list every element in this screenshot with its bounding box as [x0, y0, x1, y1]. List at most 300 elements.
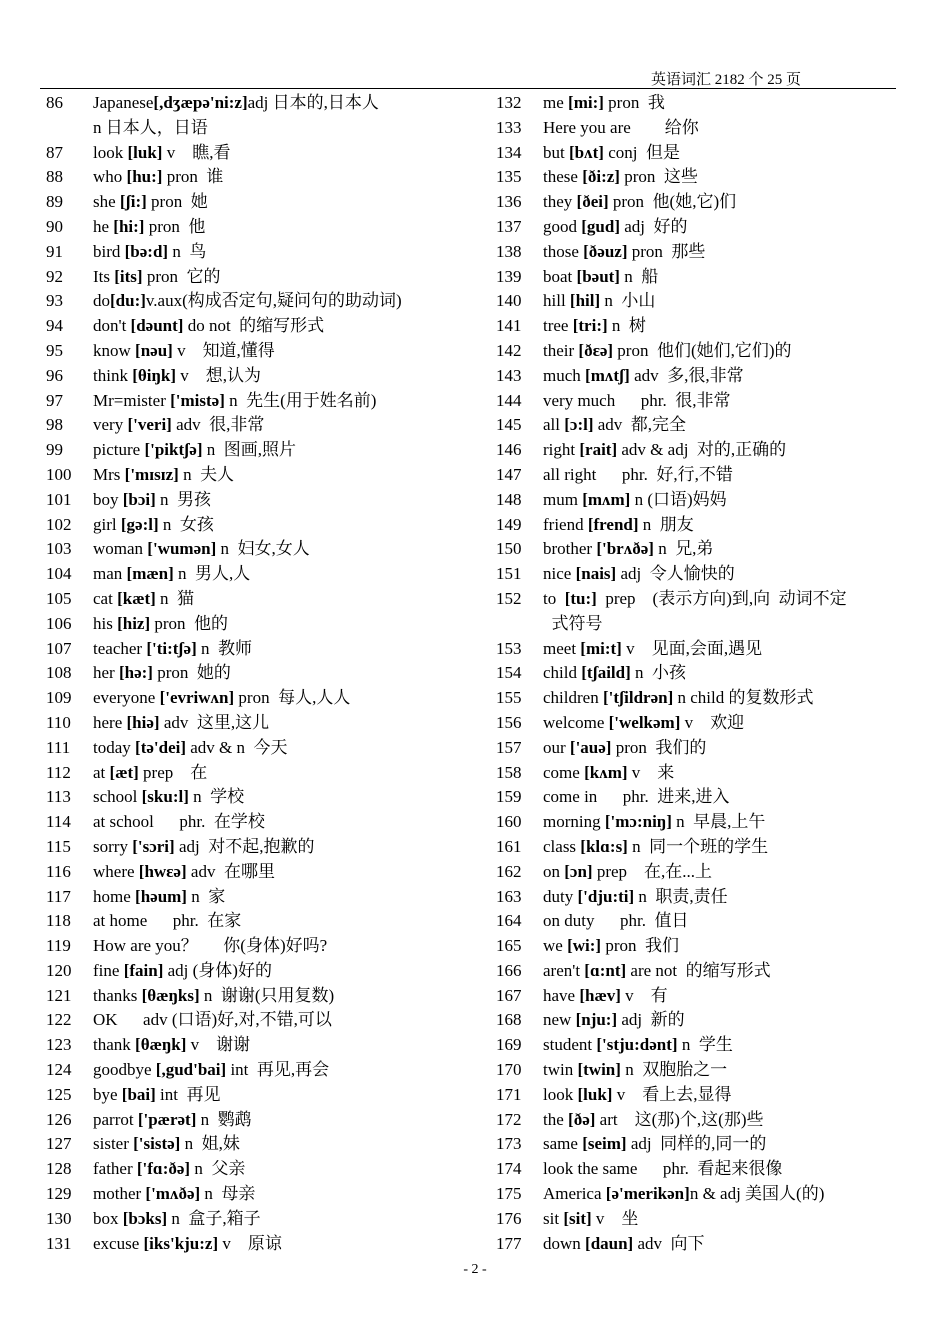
- vocab-entry: [490, 116, 896, 141]
- entry-line: morning ['mɔ:niŋ] n 早晨,上午: [543, 812, 766, 832]
- entry-line: man [mæn] n 男人,人: [93, 564, 251, 584]
- vocab-entry: [490, 389, 896, 414]
- vocab-entry: [40, 438, 450, 463]
- entry-text: [93, 339, 450, 364]
- entry-number: 161: [496, 836, 522, 856]
- entry-text: [93, 1207, 450, 1232]
- vocab-entry: [40, 785, 450, 810]
- entry-text: [543, 934, 896, 959]
- vocab-entry: [40, 488, 450, 513]
- entry-line: these [ði:z] pron 这些: [543, 167, 698, 187]
- entry-number: 136: [496, 192, 522, 212]
- entry-number: 150: [496, 539, 522, 559]
- entry-number: 131: [46, 1233, 72, 1253]
- entry-text: [543, 190, 896, 215]
- entry-text: [93, 934, 450, 959]
- vocab-entry: [40, 413, 450, 438]
- entry-text: [93, 860, 450, 885]
- vocab-entry: [40, 364, 450, 389]
- entry-number: 138: [496, 241, 522, 261]
- entry-number: 146: [496, 440, 522, 460]
- entry-text: [93, 91, 450, 141]
- entry-number: 160: [496, 812, 522, 832]
- entry-line: where [hwɛə] adv 在哪里: [93, 861, 275, 881]
- entry-line: but [bʌt] conj 但是: [543, 142, 680, 162]
- entry-number: 167: [496, 985, 522, 1005]
- entry-line: aren't [ɑ:nt] are not 的缩写形式: [543, 960, 771, 980]
- entry-text: [93, 909, 450, 934]
- entry-line: fine [fain] adj (身体)好的: [93, 960, 272, 980]
- vocab-entry: [40, 761, 450, 786]
- entry-number: 103: [46, 539, 72, 559]
- entry-line: hill [hil] n 小山: [543, 291, 656, 311]
- entry-line: look the same phr. 看起来很像: [543, 1159, 783, 1179]
- vocab-entry: [490, 661, 896, 686]
- entry-line: teacher ['ti:tʃə] n 教师: [93, 638, 253, 658]
- entry-number: 118: [46, 911, 71, 931]
- vocab-entry: [40, 934, 450, 959]
- vocab-entry: [490, 91, 896, 116]
- vocab-entry: [40, 1008, 450, 1033]
- entry-text: [543, 488, 896, 513]
- vocab-entry: [490, 1157, 896, 1182]
- entry-line: sit [sit] v 坐: [543, 1208, 639, 1228]
- entry-line: How are you？ 你(身体)好吗?: [93, 936, 328, 956]
- entry-line: mother ['mʌðə] n 母亲: [93, 1184, 256, 1204]
- entry-line: nice [nais] adj 令人愉快的: [543, 564, 735, 584]
- vocab-entry: [490, 959, 896, 984]
- entry-text: [93, 612, 450, 637]
- vocab-entry: [490, 1108, 896, 1133]
- entry-number: 170: [496, 1060, 522, 1080]
- entry-number: 102: [46, 514, 72, 534]
- entry-number: 89: [46, 192, 63, 212]
- entry-number: 117: [46, 886, 71, 906]
- entry-number: 96: [46, 365, 63, 385]
- vocab-entry: [40, 587, 450, 612]
- entry-line: girl [gə:l] n 女孩: [93, 514, 214, 534]
- entry-text: [93, 190, 450, 215]
- entry-line: good [gud] adj 好的: [543, 216, 688, 236]
- entry-number: 153: [496, 638, 522, 658]
- entry-line: come [kʌm] v 来: [543, 762, 675, 782]
- entry-text: [93, 314, 450, 339]
- vocab-entry: [40, 686, 450, 711]
- page-header: [40, 68, 896, 89]
- vocab-entry: [490, 488, 896, 513]
- entry-text: [93, 1182, 450, 1207]
- vocab-entry: [40, 1207, 450, 1232]
- entry-text: [543, 438, 896, 463]
- vocab-entry: [40, 289, 450, 314]
- entry-text: [93, 165, 450, 190]
- entry-text: [93, 389, 450, 414]
- entry-number: 95: [46, 340, 63, 360]
- entry-number: 87: [46, 142, 63, 162]
- entry-line: parrot ['pærət] n 鹦鹉: [93, 1109, 252, 1129]
- entry-line: she [ʃi:] pron 她: [93, 192, 208, 212]
- vocab-entry: [490, 934, 896, 959]
- vocab-entry: [490, 438, 896, 463]
- entry-line: box [bɔks] n 盒子,箱子: [93, 1208, 261, 1228]
- entry-text: [543, 1232, 896, 1257]
- vocab-entry: [40, 1157, 450, 1182]
- entry-text: [93, 438, 450, 463]
- entry-number: 139: [496, 266, 522, 286]
- entry-line: very ['veri] adv 很,非常: [93, 415, 265, 435]
- entry-number: 154: [496, 663, 522, 683]
- entry-text: [543, 289, 896, 314]
- entry-line: father ['fɑ:ðə] n 父亲: [93, 1159, 246, 1179]
- entry-number: 141: [496, 316, 522, 336]
- entry-text: [543, 909, 896, 934]
- entry-number: 122: [46, 1010, 72, 1030]
- entry-text: [543, 91, 896, 116]
- entry-number: 134: [496, 142, 522, 162]
- entry-text: [93, 562, 450, 587]
- entry-number: 133: [496, 117, 522, 137]
- entry-number: 142: [496, 340, 522, 360]
- entry-number: 149: [496, 514, 522, 534]
- vocab-entry: [40, 537, 450, 562]
- entry-line: think [θiŋk] v 想,认为: [93, 365, 262, 385]
- entry-number: 115: [46, 836, 71, 856]
- entry-line: welcome ['welkəm] v 欢迎: [543, 712, 745, 732]
- vocab-entry: [490, 537, 896, 562]
- entry-text: [93, 984, 450, 1009]
- entry-number: 100: [46, 464, 72, 484]
- vocab-entry: [40, 165, 450, 190]
- entry-text: [93, 1008, 450, 1033]
- entry-line: twin [twin] n 双胞胎之一: [543, 1060, 728, 1080]
- entry-text: [93, 141, 450, 166]
- entry-line: look [luk] v 看上去,显得: [543, 1084, 732, 1104]
- entry-line: bye [bai] int 再见: [93, 1084, 221, 1104]
- entry-line: on duty phr. 值日: [543, 911, 689, 931]
- entry-text: [93, 661, 450, 686]
- vocab-entry: [40, 1033, 450, 1058]
- entry-number: 104: [46, 564, 72, 584]
- entry-number: 130: [46, 1208, 72, 1228]
- entry-text: [93, 959, 450, 984]
- entry-text: [543, 141, 896, 166]
- entry-text: [543, 1157, 896, 1182]
- entry-line: we [wi:] pron 我们: [543, 936, 679, 956]
- entry-text: [543, 736, 896, 761]
- entry-line: at school phr. 在学校: [93, 812, 265, 832]
- vocab-entry: [490, 463, 896, 488]
- entry-text: [543, 562, 896, 587]
- vocab-entry: [490, 165, 896, 190]
- vocab-entry: [40, 860, 450, 885]
- vocab-entry: [40, 463, 450, 488]
- entry-line: sorry ['sɔri] adj 对不起,抱歉的: [93, 836, 315, 856]
- entry-number: 163: [496, 886, 522, 906]
- entry-text: [543, 116, 896, 141]
- entry-number: 105: [46, 588, 72, 608]
- entry-line: Here you are 给你: [543, 117, 699, 137]
- entry-text: [93, 488, 450, 513]
- entry-line: our ['auə] pron 我们的: [543, 737, 707, 757]
- entry-number: 174: [496, 1159, 522, 1179]
- entry-line: Japanese[,dʒæpə'ni:z]adj 日本的,日本人: [93, 93, 379, 112]
- vocab-entry: [490, 141, 896, 166]
- vocab-entry: [40, 314, 450, 339]
- entry-text: [93, 1157, 450, 1182]
- entry-line: duty ['dju:ti] n 职责,责任: [543, 886, 728, 906]
- entry-text: [543, 810, 896, 835]
- entry-line: right [rait] adv & adj 对的,正确的: [543, 440, 787, 460]
- entry-line: OK adv (口语)好,对,不错,可以: [93, 1010, 332, 1030]
- entry-text: [93, 810, 450, 835]
- entry-text: [543, 587, 896, 637]
- vocab-entry: [490, 339, 896, 364]
- entry-number: 172: [496, 1109, 522, 1129]
- entry-line: tree [tri:] n 树: [543, 316, 646, 336]
- vocab-entry: [490, 860, 896, 885]
- entry-text: [543, 513, 896, 538]
- entry-text: [93, 1033, 450, 1058]
- entry-number: 165: [496, 936, 522, 956]
- vocab-entry: [490, 1083, 896, 1108]
- right-column: [490, 91, 896, 1256]
- vocab-entry: [40, 91, 450, 141]
- entry-number: 137: [496, 216, 522, 236]
- entry-number: 132: [496, 93, 522, 112]
- entry-text: [543, 240, 896, 265]
- vocab-entry: [40, 1182, 450, 1207]
- entry-line: all [ɔ:l] adv 都,完全: [543, 415, 687, 435]
- entry-number: 166: [496, 960, 522, 980]
- entry-number: 120: [46, 960, 72, 980]
- entry-number: 135: [496, 167, 522, 187]
- entry-number: 123: [46, 1035, 72, 1055]
- entry-number: 93: [46, 291, 63, 311]
- entry-text: [543, 1033, 896, 1058]
- vocab-entry: [40, 736, 450, 761]
- entry-text: [93, 1232, 450, 1257]
- vocab-entry: [40, 984, 450, 1009]
- entry-text: [93, 761, 450, 786]
- vocab-entry: [490, 240, 896, 265]
- entry-number: 94: [46, 316, 63, 336]
- entry-text: [543, 413, 896, 438]
- entry-text: [93, 686, 450, 711]
- entry-line: n 日本人，日语: [93, 117, 208, 137]
- entry-line: meet [mi:t] v 见面,会面,遇见: [543, 638, 763, 658]
- entry-number: 127: [46, 1134, 72, 1154]
- entry-line: picture ['piktʃə] n 图画,照片: [93, 440, 296, 460]
- entry-text: [543, 1108, 896, 1133]
- vocab-entry: [490, 1008, 896, 1033]
- vocab-entry: [40, 1232, 450, 1257]
- entry-number: 124: [46, 1060, 72, 1080]
- entry-text: [543, 165, 896, 190]
- entry-number: 162: [496, 861, 522, 881]
- entry-text: [93, 463, 450, 488]
- vocab-entry: [490, 562, 896, 587]
- entry-text: [543, 785, 896, 810]
- entry-line: school [sku:l] n 学校: [93, 787, 245, 807]
- entry-line: come in phr. 进来,进入: [543, 787, 730, 807]
- vocab-entry: [490, 909, 896, 934]
- entry-number: 108: [46, 663, 72, 683]
- entry-line: goodbye [,gud'bai] int 再见,再会: [93, 1060, 330, 1080]
- entry-number: 169: [496, 1035, 522, 1055]
- vocab-entry: [490, 190, 896, 215]
- entry-line: much [mʌtʃ] adv 多,很,非常: [543, 365, 744, 385]
- vocab-entry: [40, 339, 450, 364]
- entry-line: know [nəu] v 知道,懂得: [93, 340, 275, 360]
- entry-text: [93, 785, 450, 810]
- entry-line: boat [bəut] n 船: [543, 266, 659, 286]
- entry-text: [93, 1132, 450, 1157]
- entry-line: new [nju:] adj 新的: [543, 1010, 685, 1030]
- entry-text: [93, 885, 450, 910]
- entry-number: 158: [496, 762, 522, 782]
- entry-line: thanks [θæŋks] n 谢谢(只用复数): [93, 985, 335, 1005]
- entry-text: [93, 289, 450, 314]
- entry-number: 98: [46, 415, 63, 435]
- vocab-entry: [40, 637, 450, 662]
- header-title: 英语词汇 2182 个 25 页: [650, 72, 801, 88]
- vocab-entry: [40, 835, 450, 860]
- entry-line: everyone ['evriwʌn] pron 每人,人人: [93, 688, 351, 708]
- vocab-entry: [490, 1033, 896, 1058]
- entry-text: [543, 637, 896, 662]
- entry-line: here [hiə] adv 这里,这儿: [93, 712, 270, 732]
- entry-text: [543, 1207, 896, 1232]
- entry-line: at [æt] prep 在: [93, 762, 208, 782]
- vocab-entry: [40, 1058, 450, 1083]
- vocab-entry: [40, 1132, 450, 1157]
- entry-text: [93, 240, 450, 265]
- entry-number: 91: [46, 241, 63, 261]
- entry-line: he [hi:] pron 他: [93, 216, 206, 236]
- vocab-entry: [490, 289, 896, 314]
- entry-line: to [tu:] prep (表示方向)到,向 动词不定: [543, 588, 847, 608]
- entry-line: sister ['sistə] n 姐,妹: [93, 1134, 240, 1154]
- left-column: [40, 91, 450, 1256]
- entry-number: 107: [46, 638, 72, 658]
- vocab-entry: [40, 661, 450, 686]
- vocab-entry: [40, 240, 450, 265]
- entry-number: 112: [46, 762, 71, 782]
- entry-number: 155: [496, 688, 522, 708]
- vocab-entry: [490, 984, 896, 1009]
- vocab-entry: [490, 413, 896, 438]
- entry-line: woman ['wumən] n 妇女,女人: [93, 539, 310, 559]
- vocab-entry: [490, 637, 896, 662]
- vocab-entry: [490, 513, 896, 538]
- vocab-entry: [40, 909, 450, 934]
- entry-number: 129: [46, 1184, 72, 1204]
- entry-line: America [ə'merikən]n & adj 美国人(的): [543, 1184, 825, 1204]
- entry-number: 168: [496, 1010, 522, 1030]
- vocab-entry: [490, 1182, 896, 1207]
- entry-text: [93, 711, 450, 736]
- entry-line: all right phr. 好,行,不错: [543, 464, 733, 484]
- entry-line: excuse [iks'kju:z] v 原谅: [93, 1233, 282, 1253]
- vocab-entry: [40, 959, 450, 984]
- entry-line: very much phr. 很,非常: [543, 390, 731, 410]
- vocab-entry: [40, 612, 450, 637]
- entry-number: 92: [46, 266, 63, 286]
- entry-number: 86: [46, 93, 63, 112]
- entry-number: 157: [496, 737, 522, 757]
- vocab-entry: [40, 141, 450, 166]
- entry-line: have [hæv] v 有: [543, 985, 668, 1005]
- entry-text: [543, 463, 896, 488]
- entry-text: [93, 1083, 450, 1108]
- entry-number: 175: [496, 1184, 522, 1204]
- entry-line: home [həum] n 家: [93, 886, 226, 906]
- entry-line: child [tʃaild] n 小孩: [543, 663, 687, 683]
- entry-text: [93, 513, 450, 538]
- entry-line: thank [θæŋk] v 谢谢: [93, 1035, 251, 1055]
- entry-text: [543, 339, 896, 364]
- entry-line: who [hu:] pron 谁: [93, 167, 224, 187]
- entry-number: 119: [46, 936, 71, 956]
- entry-number: 110: [46, 712, 71, 732]
- entry-number: 99: [46, 440, 63, 460]
- entry-number: 111: [46, 737, 71, 757]
- entry-line: don't [dəunt] do not 的缩写形式: [93, 316, 325, 336]
- entry-number: 143: [496, 365, 522, 385]
- entry-number: 97: [46, 390, 63, 410]
- vocab-entry: [490, 835, 896, 860]
- vocab-entry: [40, 190, 450, 215]
- entry-text: [543, 1008, 896, 1033]
- entry-number: 106: [46, 613, 72, 633]
- entry-text: [93, 413, 450, 438]
- entry-line: today [tə'dei] adv & n 今天: [93, 737, 288, 757]
- entry-line: at home phr. 在家: [93, 911, 242, 931]
- entry-line: her [hə:] pron 她的: [93, 663, 231, 683]
- vocab-entry: [40, 389, 450, 414]
- entry-line: brother ['brʌðə] n 兄,弟: [543, 539, 714, 559]
- entry-number: 125: [46, 1084, 72, 1104]
- entry-text: [543, 959, 896, 984]
- vocab-entry: [40, 885, 450, 910]
- vocab-entry: [490, 736, 896, 761]
- entry-text: [543, 1083, 896, 1108]
- entry-text: [543, 215, 896, 240]
- vocab-entry: [490, 587, 896, 637]
- vocab-entry: [490, 265, 896, 290]
- vocab-entry: [490, 885, 896, 910]
- entry-text: [543, 711, 896, 736]
- entry-line: same [seim] adj 同样的,同一的: [543, 1134, 767, 1154]
- entry-line: class [klɑ:s] n 同一个班的学生: [543, 836, 769, 856]
- entry-number: 140: [496, 291, 522, 311]
- vocab-entry: [490, 215, 896, 240]
- entry-line: his [hiz] pron 他的: [93, 613, 229, 633]
- entry-text: [93, 215, 450, 240]
- entry-line: their [ðɛə] pron 他们(她们,它们)的: [543, 340, 792, 360]
- entry-line: do[du:]v.aux(构成否定句,疑问句的助动词): [93, 291, 402, 311]
- entry-line: the [ðə] art 这(那)个,这(那)些: [543, 1109, 764, 1129]
- entry-text: [543, 835, 896, 860]
- entry-line: bird [bə:d] n 鸟: [93, 241, 207, 261]
- entry-text: [543, 537, 896, 562]
- entry-number: 88: [46, 167, 63, 187]
- entry-text: [543, 661, 896, 686]
- entry-number: 109: [46, 688, 72, 708]
- vocab-entry: [40, 711, 450, 736]
- entry-text: [93, 637, 450, 662]
- entry-number: 171: [496, 1084, 522, 1104]
